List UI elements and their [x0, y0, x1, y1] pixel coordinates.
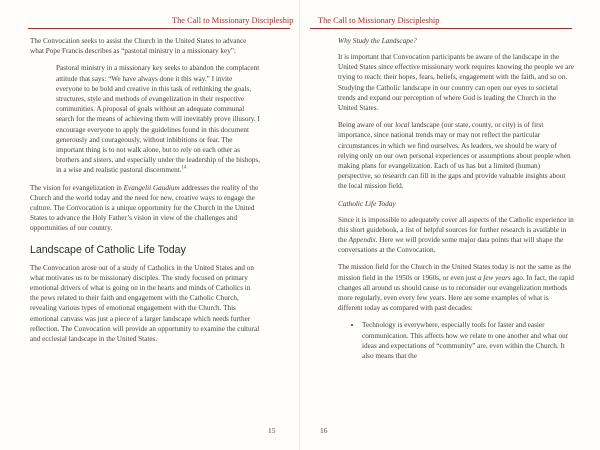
mission-text-b: ago. In fact, the rapid changes all around us should cause us to reconsider our evangelization methods more regularly, even every few years. Here are some examples of what is different today as compared with past decades: — [338, 273, 574, 313]
page-number-right: 16 — [320, 426, 328, 435]
right-page — [300, 0, 600, 450]
header-rule-left — [28, 28, 290, 29]
running-head-left: The Call to Missionary Discipleship — [172, 16, 294, 25]
header-rule-right — [310, 28, 572, 29]
block-quote — [56, 63, 260, 175]
section-heading: Landscape of Catholic Life Today — [30, 243, 186, 256]
footnote-ref[interactable]: 14 — [181, 166, 187, 172]
sources-text-b: . Here we will provide some major data points that will shape the conversations at the Convocation. — [338, 236, 564, 255]
document-title: Evangelii Gaudium — [123, 183, 180, 192]
mission-emphasis: a few years — [477, 273, 511, 282]
appendix-reference: Appendix — [348, 236, 376, 245]
local-text-b: landscape (our state, county, or city) is of first importance, since national trends may or may not reflect the particular circumstances in which we find ourselves. As leaders, we should be wary of relying only on our own personal experiences or assumptions about people when making plans for evangelization. Each of us has but a limited (human) perspective, so research can fill in the gaps and provide valuable insights about the local mission field. — [338, 121, 571, 191]
subheading-catholic-life: Catholic Life Today — [338, 198, 396, 208]
local-emphasis: local — [395, 121, 410, 130]
vision-text-a: The vision for evangelization in — [30, 183, 124, 192]
local-landscape-paragraph — [338, 120, 574, 191]
left-page-body — [30, 36, 260, 351]
awareness-paragraph: It is important that Convocation participants be aware of the landscape in the United States since effective missionary work requires knowing the people we are trying to reach: their hopes, fears, beliefs, engagement with the faith, and so on. Studying the Catholic landscape in our country can open our eyes to societal trends and expand our perception of where God is leading the Church in the United States. — [338, 53, 574, 113]
local-text-a: Being aware of our — [338, 121, 396, 130]
quote-text: Pastoral ministry in a missionary key seeks to abandon the complacent attitude that says: “We have always done it this way.” I invite everyone to be bold and creative in this task of rethinking the goals, structures, style and methods of evangelization in their respective communities. A proposal of goals without an adequate communal search for the means of achieving them will inevitably prove illusory. I encourage everyone to apply the guidelines found in this document generously and courageously, without inhibitions or fear. The important thing is to not walk alone, but to rely on each other as brothers and sisters, and especially under the leadership of the bishops, in a wise and realistic pastoral discernment. — [56, 64, 260, 175]
mission-field-paragraph — [338, 262, 574, 313]
right-page-body — [338, 36, 574, 361]
list-item: • Technology is everywhere, especially tools for faster and easier communication. This affects how we relate to one another and what our ideas and expectations of “community” are, even within the Church. It also means that the — [362, 320, 574, 361]
vision-paragraph — [30, 183, 260, 234]
page-number-left: 15 — [268, 426, 276, 435]
sources-paragraph — [338, 215, 574, 256]
landscape-paragraph: The Convocation arose out of a study of Catholics in the United States and on what motivates us to be missionary disciples. The study focused on primary emotional drivers of what is going on in the hearts and minds of Catholics in the pews related to their faith and engagement with the Catholic Church, revealing various types of emotional engagement with the Church. This emotional canvass was just a piece of a larger landscape which needs further reflection. The Convocation will provide an opportunity to examine the cultural and ecclesial landscape in the United States. — [30, 263, 260, 344]
running-head-right: The Call to Missionary Discipleship — [318, 16, 440, 25]
differences-list — [338, 320, 574, 361]
intro-paragraph: The Convocation seeks to assist the Church in the United States to advance what Pope Francis describes as “pastoral ministry in a missionary key”: — [30, 37, 247, 56]
mission-text-a: The mission field for the Church in the United States today is not the same as the mission field in the 1950s or 1960s, or even just — [338, 263, 572, 282]
vision-text-b: addresses the reality of the Church and the world today and the need for new, creative ways to engage the culture. The Convocation is a unique opportunity for the Church in the United States to advance the Holy Father’s vision in view of the challenges and opportunities of our country. — [30, 183, 259, 233]
sources-text-a: Since it is impossible to adequately cover all aspects of the Catholic experience in this short guidebook, a list of helpful sources for further research is available in the — [338, 215, 574, 245]
subheading-why-study: Why Study the Landscape? — [338, 36, 417, 45]
